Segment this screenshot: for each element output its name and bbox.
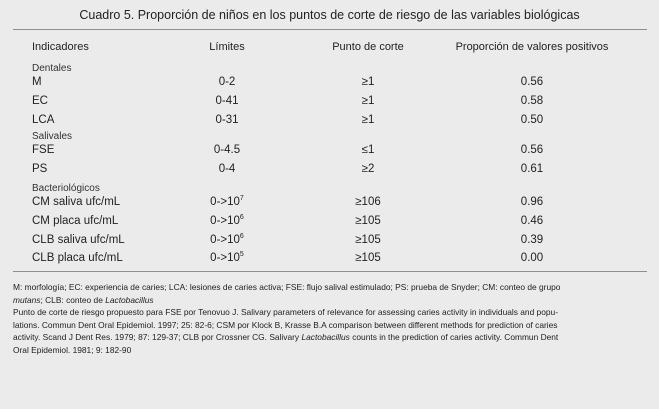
reference-line-3a: activity. Scand J Dent Res. 1979; 87: 129-37; CLB por Crossner CG. Salivary: [13, 332, 300, 343]
reference-line-4: Oral Epidemiol. 1981; 9: 182-90: [13, 344, 132, 355]
indicator-cell: CLB saliva ufc/mL: [32, 233, 125, 246]
limit-value: 0-4: [218, 162, 236, 175]
limit-value: 0->10: [210, 252, 240, 265]
indicator-cell: CLB placa ufc/mL: [32, 252, 123, 265]
cutoff-cell: ≥1: [361, 76, 375, 88]
proportion-cell: 0.96: [520, 196, 544, 208]
header-limites: Límites: [209, 41, 245, 53]
abbrev-lactobacillus: Lactobacillus: [105, 294, 154, 305]
abbrev-text-1: M: morfología; EC: experiencia de caries; LCA: lesiones de caries activa; FSE: flujo salival estimulado; PS: prueba de Snyder; CM: conteo de grupo: [13, 282, 561, 292]
limit-cell: [205, 114, 249, 126]
limit-exponent: 5: [239, 251, 244, 259]
cutoff-cell: ≥2: [361, 162, 375, 175]
limit-cell: [205, 234, 249, 246]
header-punto-corte: Punto de corte: [332, 41, 404, 53]
limit-cell: [205, 252, 249, 264]
limit-exponent: 7: [239, 195, 244, 203]
limit-value: 0->10: [210, 233, 240, 246]
limit-cell: [205, 144, 249, 156]
proportion-cell: 0.56: [520, 76, 544, 88]
limit-value: 0->10: [210, 196, 240, 208]
cutoff-cell: ≥105: [355, 233, 381, 246]
limit-cell: [205, 95, 249, 107]
bottom-rule: [13, 271, 647, 272]
cutoff-cell: ≥106: [355, 196, 381, 208]
table-caption: Cuadro 5. Proporción de niños en los puntos de corte de riesgo de las variables biológicas: [79, 8, 580, 22]
proportion-cell: 0.56: [520, 144, 544, 156]
cutoff-cell: ≥105: [355, 214, 381, 227]
section-title: Bacteriológicos: [32, 183, 100, 194]
table-footnotes: [13, 281, 643, 357]
abbrev-text-2: ; CLB: conteo de: [40, 294, 103, 305]
cutoff-cell: ≥1: [361, 113, 375, 126]
cutoff-cell: ≥1: [361, 94, 375, 107]
limit-exponent: 6: [239, 213, 244, 221]
section-title: Salivales: [32, 131, 73, 142]
limit-value: 0-31: [215, 113, 239, 126]
limit-exponent: 6: [239, 232, 244, 240]
indicator-cell: EC: [32, 94, 48, 107]
reference-line-2: lations. Commun Dent Oral Epidemiol. 1997; 25: 82-6; CSM por Klock B, Krasse B.A comparison between different methods for prediction of caries: [13, 319, 558, 330]
proportion-cell: 0.61: [520, 162, 544, 175]
limit-cell: [205, 163, 249, 175]
header-proporcion: Proporción de valores positivos: [455, 41, 609, 53]
proportion-cell: 0.00: [520, 252, 544, 265]
indicator-cell: CM saliva ufc/mL: [32, 196, 121, 208]
limit-value: 0-4.5: [213, 144, 241, 156]
section-title: Dentales: [32, 63, 72, 74]
reference-line-3b: counts in the prediction of caries activity. Commun Dent: [352, 332, 559, 343]
reference-lactobacillus: Lactobacillus: [301, 332, 350, 343]
proportion-cell: 0.39: [520, 233, 544, 246]
cutoff-cell: ≥105: [355, 252, 381, 265]
limit-value: 0->10: [210, 214, 240, 227]
indicator-cell: FSE: [32, 144, 55, 156]
indicator-cell: CM placa ufc/mL: [32, 214, 119, 227]
proportion-cell: 0.50: [520, 113, 544, 126]
limit-value: 0-41: [215, 94, 239, 107]
indicator-cell: M: [32, 76, 42, 88]
abbrev-mutans: mutans: [13, 294, 41, 305]
indicator-cell: LCA: [32, 113, 55, 126]
references-note: [13, 306, 643, 356]
limit-value: 0-2: [218, 76, 236, 88]
proportion-cell: 0.46: [520, 214, 544, 227]
limit-cell: [205, 76, 249, 88]
limit-cell: [205, 215, 249, 227]
header-indicadores: Indicadores: [32, 41, 89, 53]
proportion-cell: 0.58: [520, 94, 544, 107]
reference-line-1: Punto de corte de riesgo propuesto para FSE por Tenovuo J. Salivary parameters of relevance for assessing caries activity in individuals and popu-: [13, 307, 558, 318]
cutoff-cell: ≤1: [361, 144, 375, 156]
abbreviations-note: [13, 281, 643, 306]
limit-cell: [205, 196, 249, 208]
indicator-cell: PS: [32, 162, 48, 175]
